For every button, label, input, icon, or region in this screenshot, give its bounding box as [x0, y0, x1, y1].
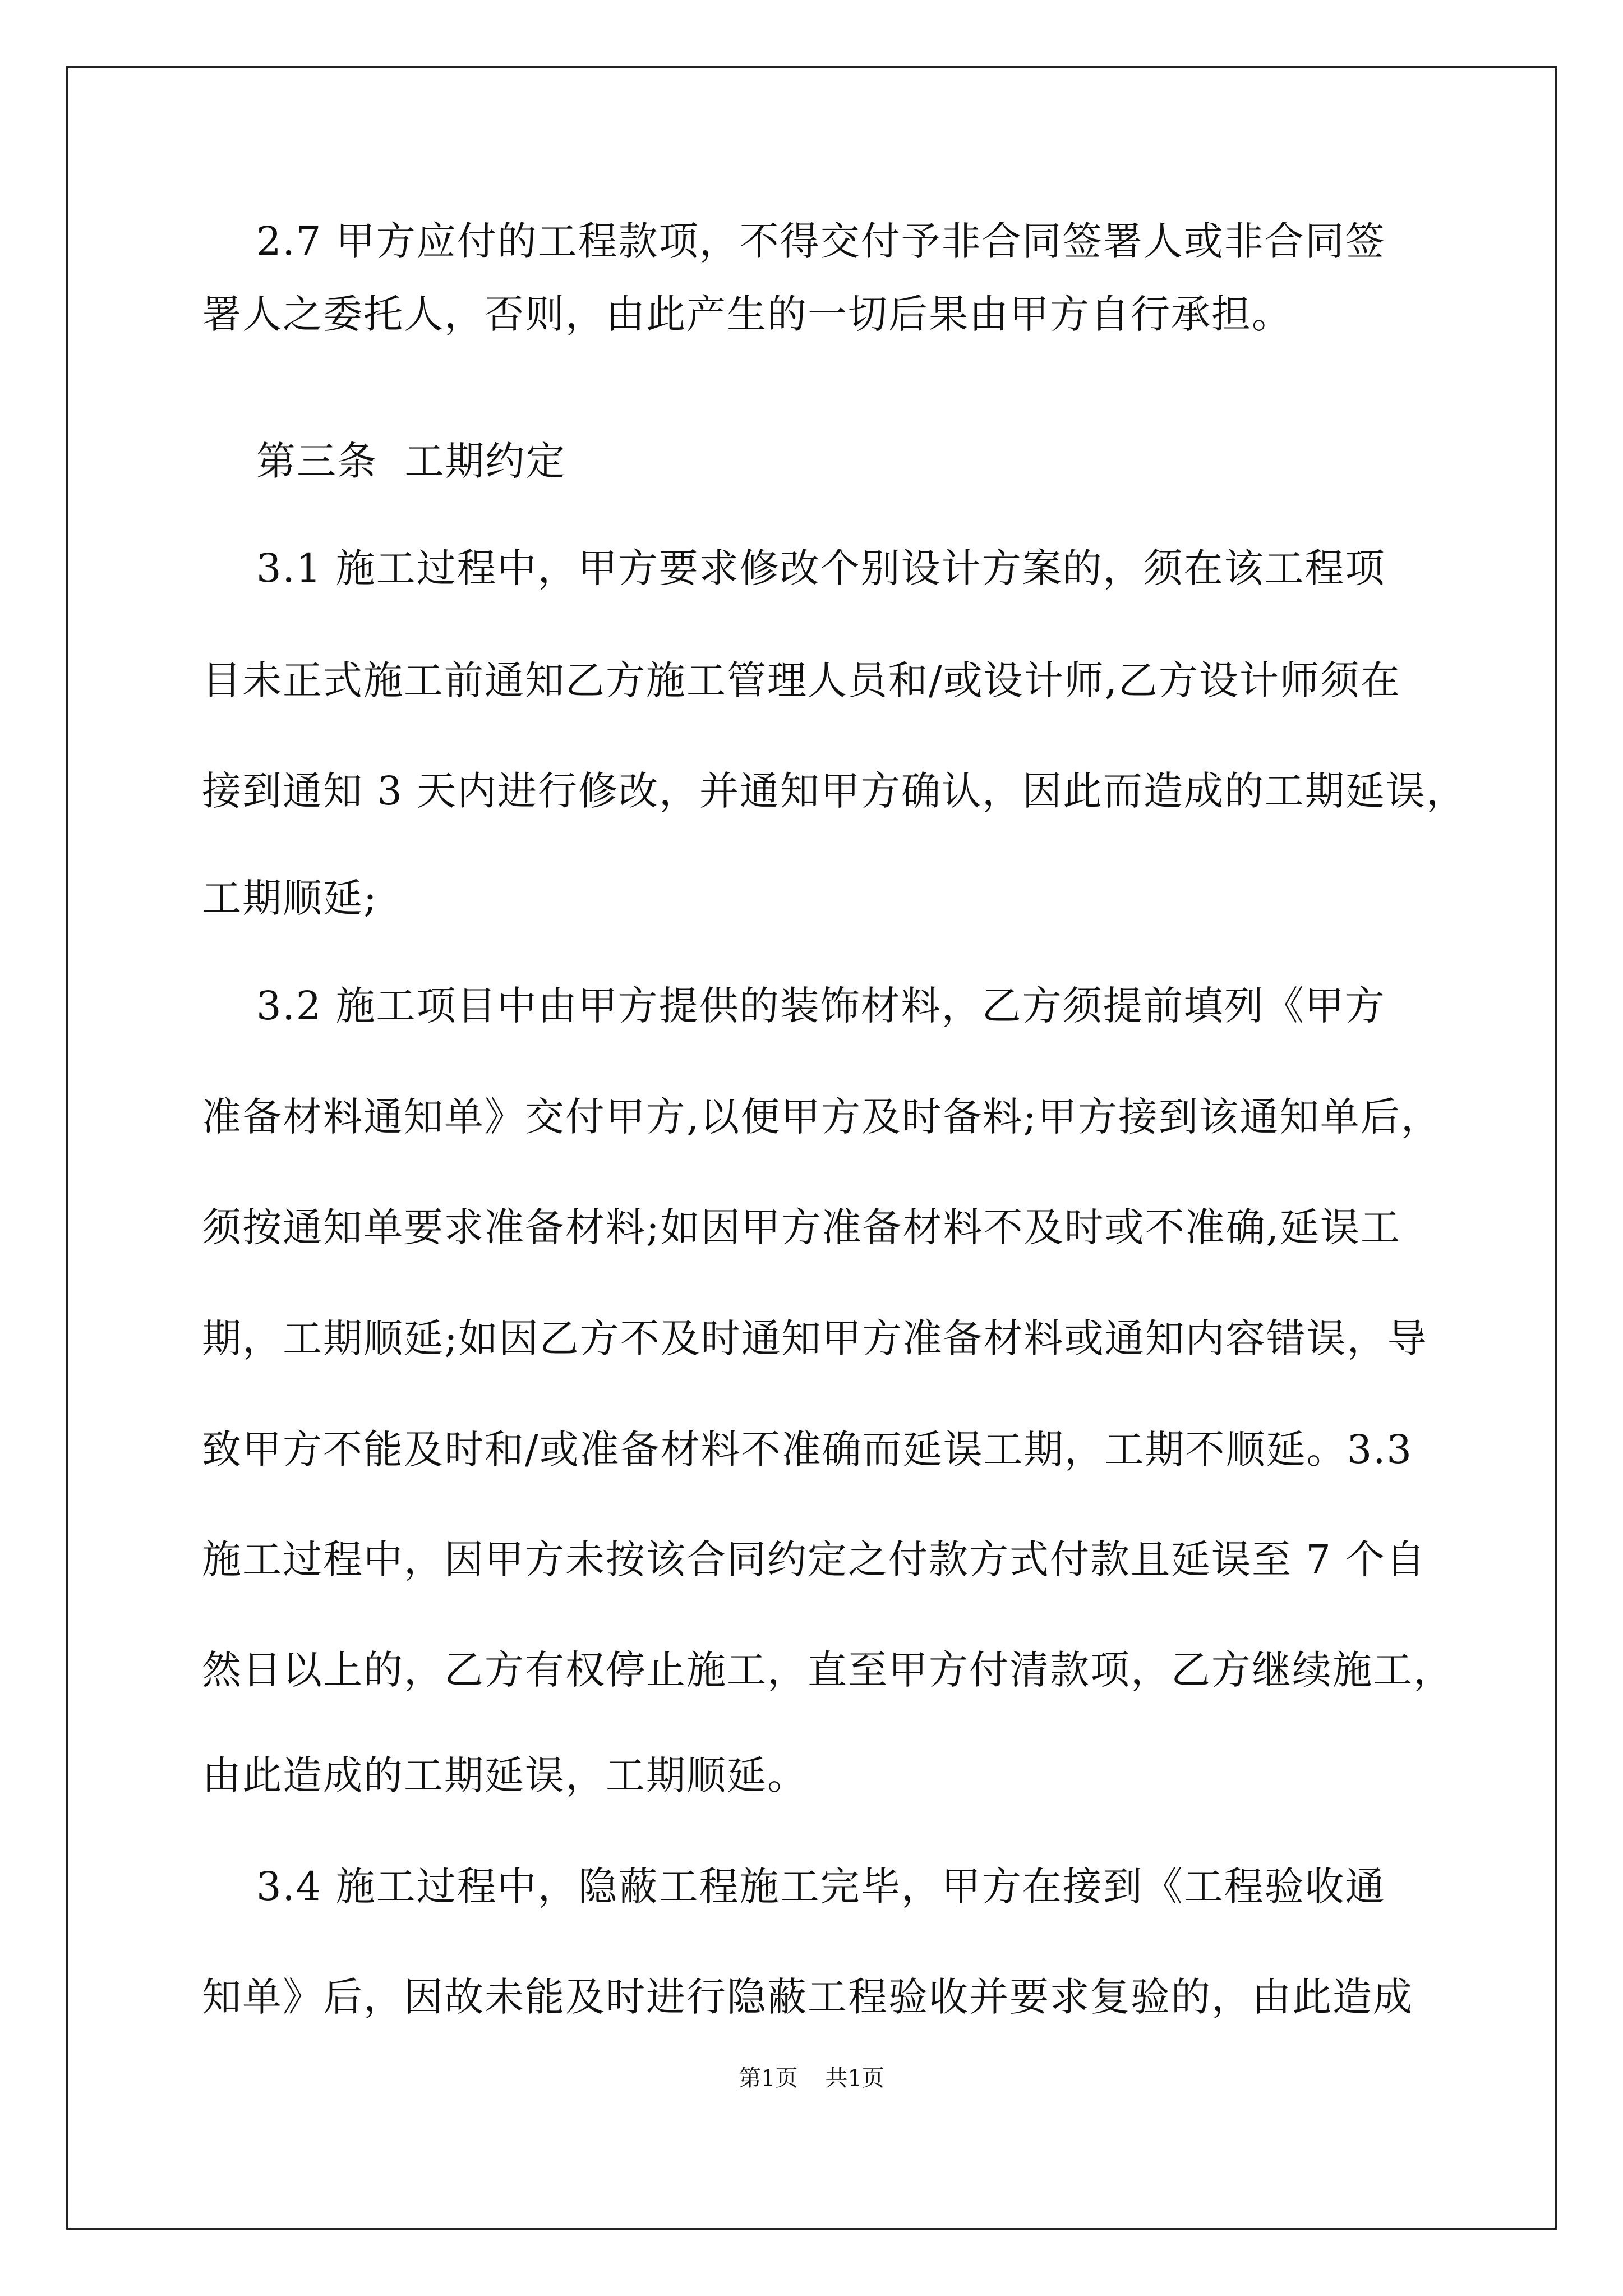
- paragraph-line: 3.2 施工项目中由甲方提供的装饰材料，乙方须提前填列《甲方: [202, 983, 1386, 1029]
- paragraph-line: 致甲方不能及时和/或准备材料不准确而延误工期，工期不顺延。3.3: [202, 1427, 1413, 1473]
- page-footer: [0, 2064, 1623, 2092]
- paragraph-line: 知单》后，因故未能及时进行隐蔽工程验收并要求复验的，由此造成: [202, 1974, 1413, 2020]
- paragraph-line: 目未正式施工前通知乙方施工管理人员和/或设计师,乙方设计师须在: [202, 657, 1401, 703]
- page-number: 第1页: [739, 2065, 798, 2091]
- paragraph-line: 施工过程中，因甲方未按该合同约定之付款方式付款且延误至 7 个自: [202, 1536, 1427, 1582]
- paragraph-line: 接到通知 3 天内进行修改，并通知甲方确认，因此而造成的工期延误，: [202, 768, 1467, 814]
- paragraph-line: 然日以上的，乙方有权停止施工，直至甲方付清款项，乙方继续施工，: [202, 1647, 1454, 1693]
- paragraph-line: 由此造成的工期延误，工期顺延。: [202, 1752, 808, 1798]
- paragraph-line: 署人之委托人，否则，由此产生的一切后果由甲方自行承担。: [202, 291, 1292, 337]
- page-total: 共1页: [825, 2065, 884, 2091]
- paragraph-line: 工期顺延;: [202, 875, 378, 921]
- paragraph-line: 3.1 施工过程中，甲方要求修改个别设计方案的，须在该工程项: [202, 545, 1386, 591]
- paragraph-line: 期，工期顺延;如因乙方不及时通知甲方准备材料或通知内容错误，导: [202, 1315, 1428, 1361]
- paragraph-line: 准备材料通知单》交付甲方,以便甲方及时备料;甲方接到该通知单后，: [202, 1094, 1441, 1140]
- paragraph-line: 2.7 甲方应付的工程款项，不得交付予非合同签署人或非合同签: [202, 218, 1386, 264]
- paragraph-line: 须按通知单要求准备材料;如因甲方准备材料不及时或不准确,延误工: [202, 1204, 1401, 1250]
- section-heading: 第三条 工期约定: [202, 438, 566, 484]
- paragraph-line: 3.4 施工过程中，隐蔽工程施工完毕，甲方在接到《工程验收通: [202, 1864, 1386, 1910]
